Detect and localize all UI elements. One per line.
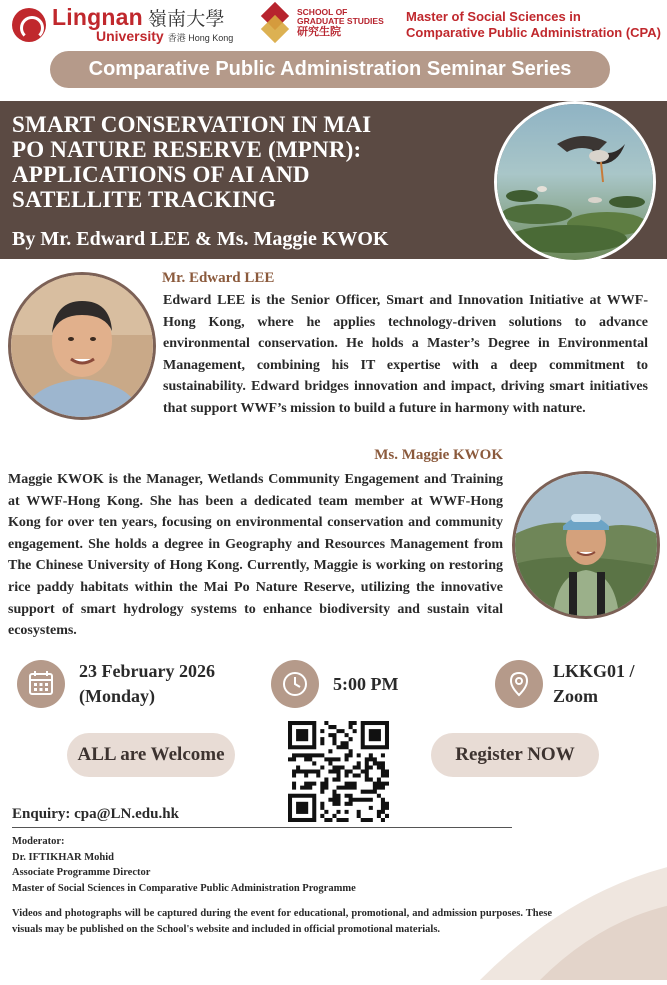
sgs-line1: SCHOOL OF (297, 6, 348, 17)
seminar-title: SMART CONSERVATION IN MAI PO NATURE RESERVE (MPNR): APPLICATIONS OF AI AND SATELLITE TRACKING (12, 112, 372, 212)
university-sub-cn: 香港 Hong Kong (167, 33, 234, 43)
university-name: Lingnan (52, 4, 143, 30)
event-time: 5:00 PM (333, 674, 399, 694)
event-venue: LKKG01 / Zoom (553, 661, 635, 706)
series-banner: Comparative Public Administration Seminar Series (50, 51, 610, 88)
bird-photo (494, 101, 656, 263)
lingnan-logo (12, 6, 233, 43)
all-welcome-badge: ALL are Welcome (67, 733, 235, 777)
sgs-cn: 研究生院 (297, 25, 341, 38)
register-now-button[interactable]: Register NOW (431, 733, 599, 777)
event-date: 23 February 2026 (Monday) (79, 661, 215, 706)
maggie-kwok-photo (512, 471, 660, 619)
register-qr-code[interactable] (288, 721, 389, 822)
calendar-icon (17, 660, 65, 708)
lingnan-emblem-icon (12, 8, 46, 42)
university-name-cn: 嶺南大學 (147, 9, 225, 30)
speaker1-name: Mr. Edward LEE (162, 270, 275, 286)
speaker-byline: By Mr. Edward LEE & Ms. Maggie KWOK (12, 228, 389, 250)
sgs-line2: GRADUATE STUDIES (297, 15, 384, 26)
programme-title: Master of Social Sciences in Comparative Public Administration (CPA) (406, 9, 661, 40)
enquiry-contact: Enquiry: cpa@LN.edu.hk (12, 806, 179, 822)
speaker2-bio: Maggie KWOK is the Manager, Wetlands Community Engagement and Training at WWF-Hong Kong. She has been a dedicated team member at WWF-Hong Kong for over ten years, focusing on environmental conservation and community engagement. She holds a degree in Geography and Resources Management from The Chinese University of Hong Kong. Currently, Maggie is working on restoring rice paddy habitats within the Mai Po Nature Reserve, utilizing the innovative support of smart hydrology systems to enhance biodiversity and sustain vital ecosystems. (8, 472, 503, 639)
location-pin-icon (495, 660, 543, 708)
clock-icon (271, 660, 319, 708)
footer-divider (12, 827, 512, 828)
university-sub: University (96, 28, 164, 44)
speaker2-name: Ms. Maggie KWOK (374, 447, 503, 463)
moderator-info: Moderator: Dr. IFTIKHAR Mohid Associate Programme Director Master of Social Sciences in Comparative Public Administration Programme (12, 836, 356, 894)
graduate-school-logo (258, 6, 384, 40)
sgs-emblem-icon (258, 6, 292, 40)
speaker1-bio: Edward LEE is the Senior Officer, Smart and Innovation Initiative at WWF-Hong Kong, where he applies technology-driven solutions to advance environmental conservation. He holds a Master’s Degree in Environmental Management, combining his IT expertise with a deep commitment to sustainability. Edward bridges innovation and impact, driving smart initiatives that support WWF’s mission to build a future in harmony with nature. (163, 293, 648, 416)
media-disclaimer: Videos and photographs will be captured during the event for educational, promotional, and admission purposes. These visuals may be published on the School's website and included in official promotional materials. (12, 908, 552, 935)
edward-lee-photo (8, 272, 156, 420)
